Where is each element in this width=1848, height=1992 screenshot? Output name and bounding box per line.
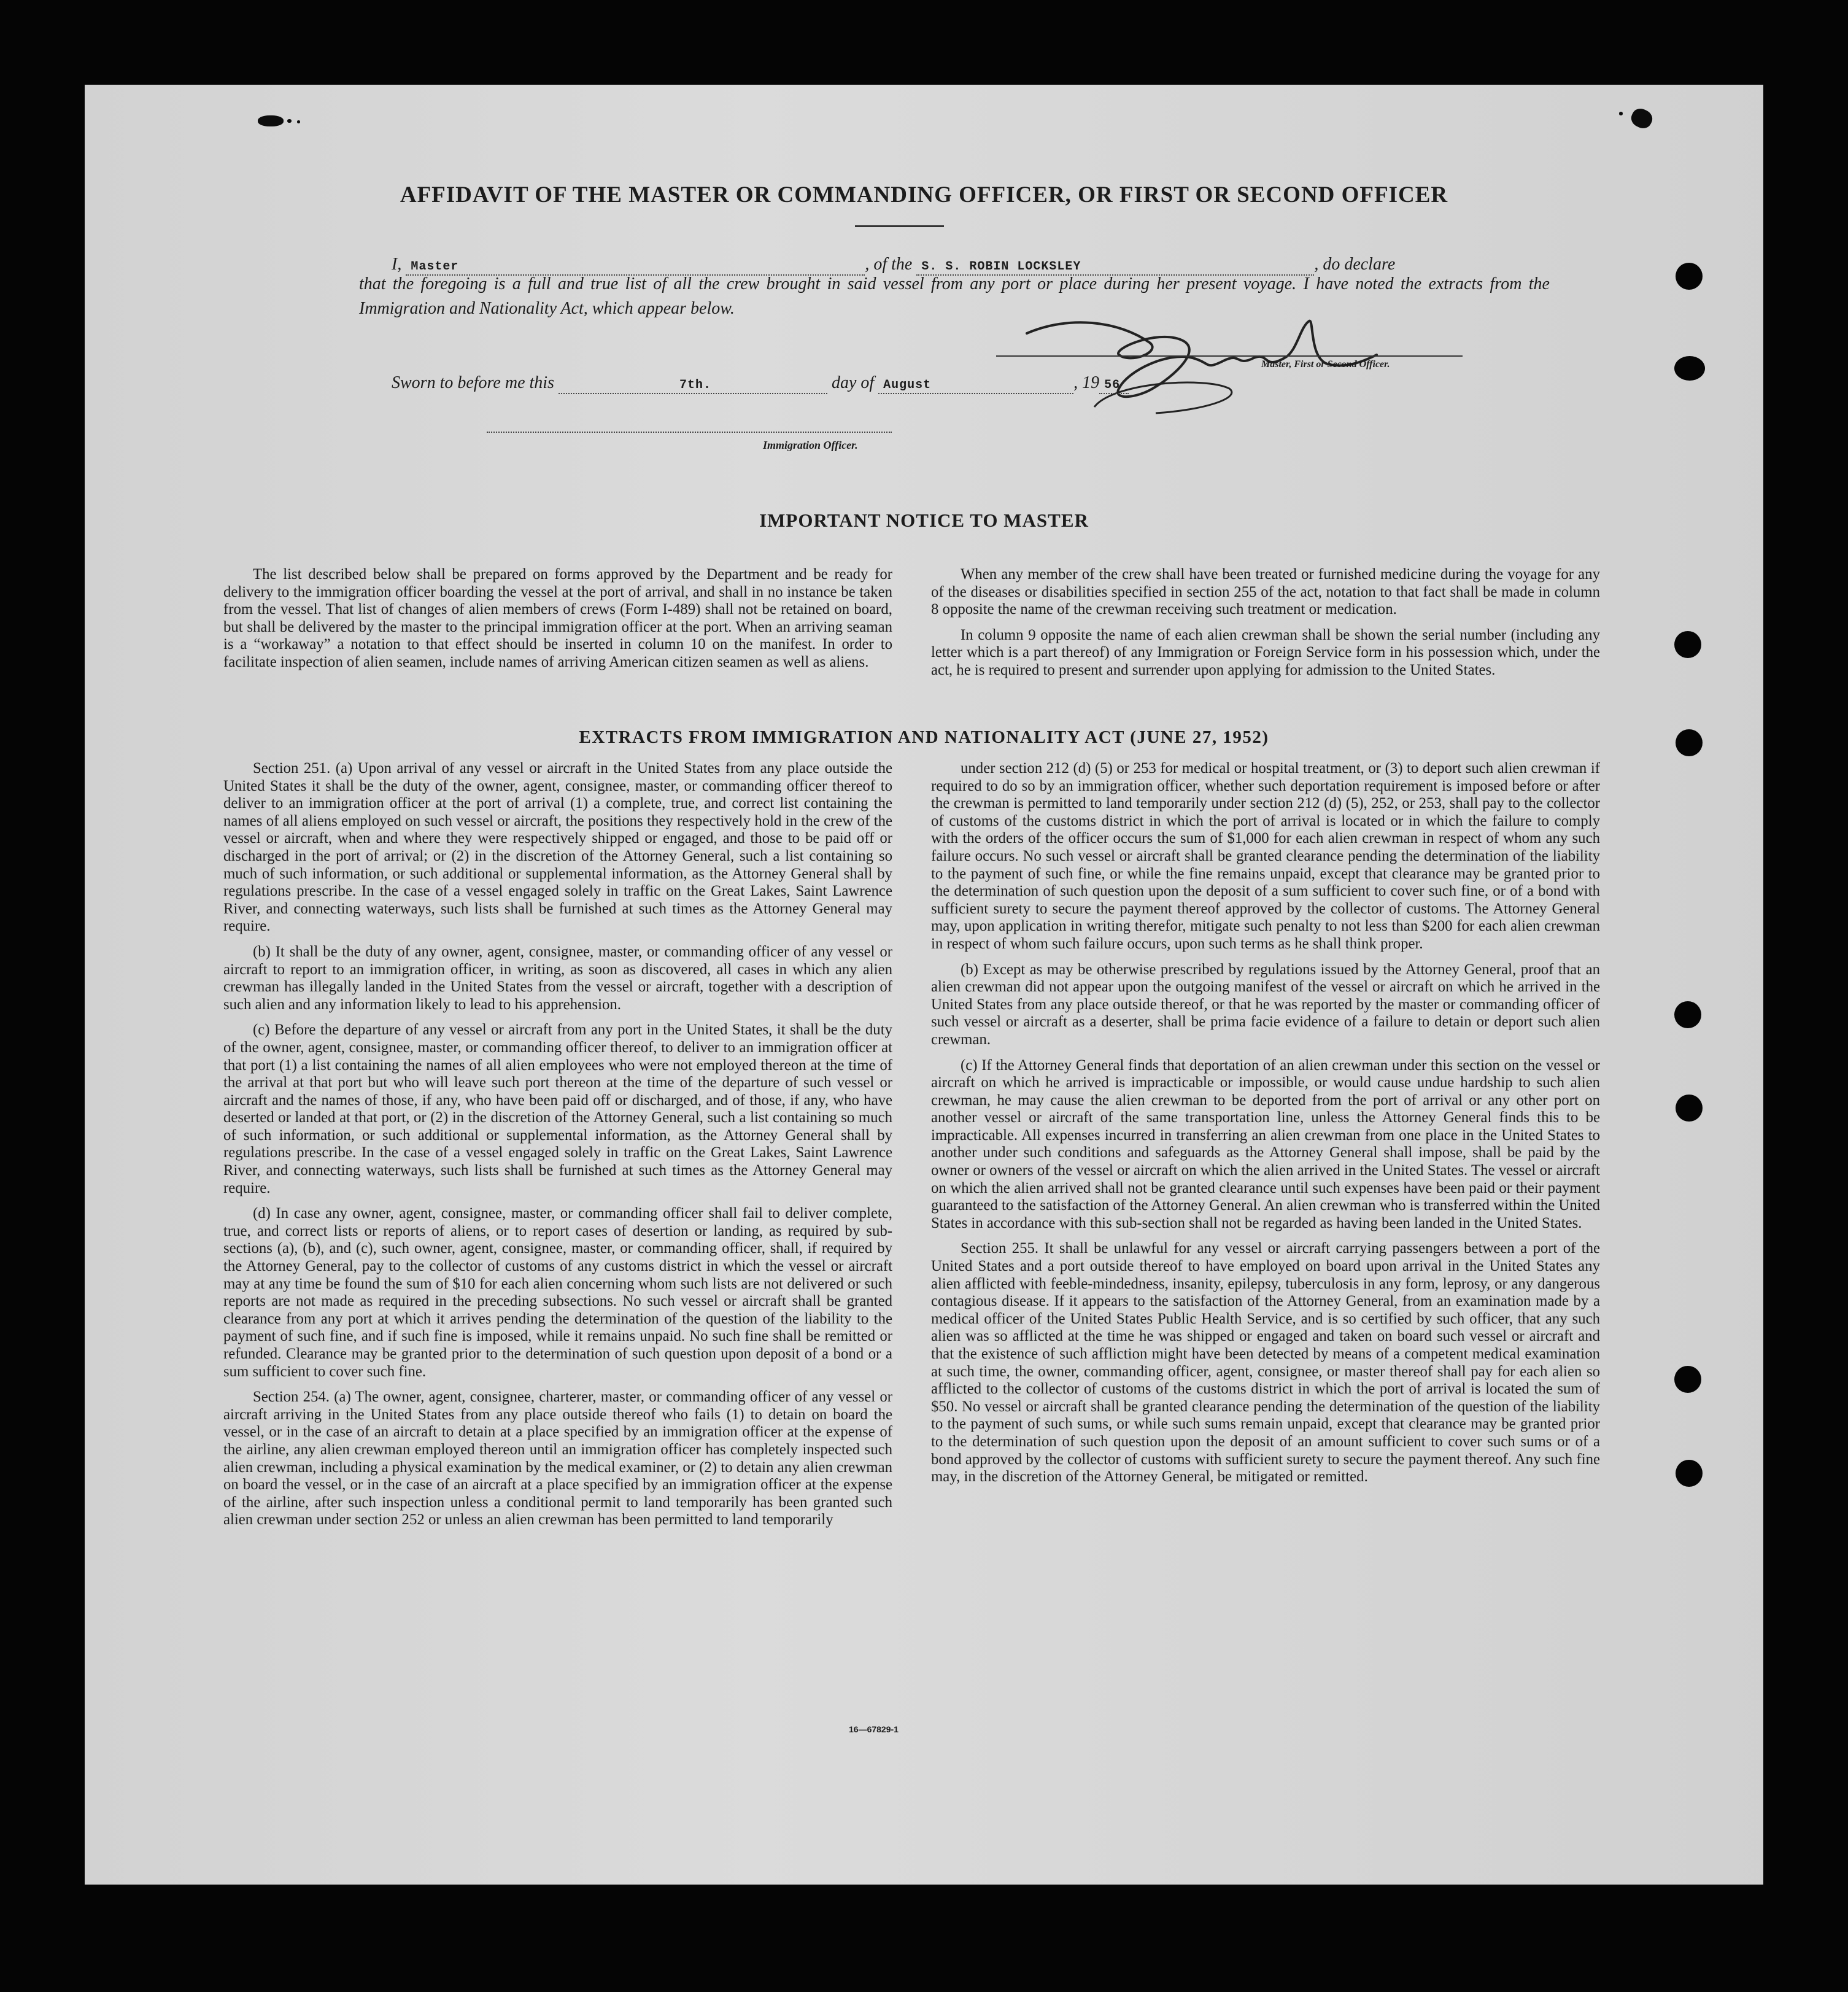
punch-hole xyxy=(1676,1460,1703,1487)
immigration-officer-caption: Immigration Officer. xyxy=(763,439,858,451)
extract-paragraph: (d) In case any owner, agent, consignee, master, or commanding officer shall fail to deliver complete, true, and correct lists or reports of aliens, or to report cases of desertion or landing, as required by sub-sections (a), (b), and (c), such owner, agent, consignee, master, or commanding officer, shall, if required by the Attorney General, pay to the collector of customs of any customs district in which the vessel or aircraft may at any time be found the sum of $10 for each alien concerning whom such lists are not delivered or such reports are not made as required in the preceding subsections. No such vessel or aircraft shall be granted clearance from any port at which it arrives pending the determination of the question of the liability to the payment of such fine, and if such fine is imposed, while it remains unpaid. No such fine shall be remitted or refunded. Clearance may be granted prior to the determination of such question upon deposit of a bond or a sum sufficient to cover such fine. xyxy=(223,1205,892,1380)
punch-hole xyxy=(1674,356,1705,381)
form-code: 16—67829-1 xyxy=(849,1724,899,1734)
notice-right-column xyxy=(931,566,1600,688)
day-field: 7th. xyxy=(559,378,827,394)
notice-title: IMPORTANT NOTICE TO MASTER xyxy=(759,510,1089,531)
notice-paragraph: The list described below shall be prepared on forms approved by the Department and be ready for delivery to the immigration officer boarding the vessel at the port of arrival, and shall in no instance be taken from the vessel. That list of changes of alien members of crews (Form I-489) shall not be retained on board, but shall be delivered by the master to the principal immigration officer at the port. When an arriving seaman is a “workaway” a notation to that effect should be inserted in column 10 on the manifest. In order to facilitate inspection of alien seamen, include names of arriving American citizen seamen as well as aliens. xyxy=(223,566,892,670)
notice-paragraph: When any member of the crew shall have been treated or furnished medicine during the voyage for any of the diseases or disabilities specified in section 255 of the act, notation to that fact shall be made in column 8 opposite the name of the crewman receiving such treatment or medication. xyxy=(931,566,1600,618)
punch-hole xyxy=(1676,1095,1703,1122)
title-divider xyxy=(855,225,944,227)
ink-speck xyxy=(1619,112,1623,115)
ink-speck xyxy=(297,120,300,123)
extract-paragraph: (b) It shall be the duty of any owner, agent, consignee, master, or commanding officer of any vessel or aircraft to report to an immigration officer, in writing, as soon as discovered, all cases in which any alien crewman has illegally landed in the United States from the vessel or aircraft, together with a description of such alien and any information likely to lead to his apprehension. xyxy=(223,943,892,1013)
day-of-label: day of xyxy=(831,373,875,392)
declaration-i: I, xyxy=(392,255,402,274)
punch-hole xyxy=(1674,631,1701,658)
punch-hole xyxy=(1674,1001,1701,1028)
month-field: August xyxy=(878,378,1073,394)
extracts-title: EXTRACTS FROM IMMIGRATION AND NATIONALITY ACT (JUNE 27, 1952) xyxy=(579,727,1269,747)
document-page xyxy=(85,85,1763,1885)
declaration-of-the: , of the xyxy=(865,255,913,274)
extract-paragraph: under section 212 (d) (5) or 253 for medical or hospital treatment, or (3) to deport such alien crewman if required to do so by an immigration officer, whether such deportation requirement is imposed before or after the crewman is permitted to land temporarily under section 212 (d) (5), 252, or 253, shall pay to the collector of customs of the customs district in which the port of arrival is located or in which the failure to comply with the orders of the officer occurs the sum of $1,000 for each alien crewman in respect of whom any such failure occurs. No such vessel or aircraft shall be granted clearance pending the determination of the liability to the payment of such fine, or while the fine remains unpaid, except that clearance may be granted prior to the determination of such question upon the deposit of a sum sufficient to cover such fine, or of a bond with sufficient surety to secure the payment thereof approved by the collector of customs. The Attorney General may, upon application in writing therefor, mitigate such penalty to not less than $200 for each alien crewman in respect of whom such failure occurs, upon such terms as he shall think proper. xyxy=(931,760,1600,952)
vessel-field: S. S. ROBIN LOCKSLEY xyxy=(916,260,1314,276)
extract-paragraph: Section 255. It shall be unlawful for any vessel or aircraft carrying passengers between a port of the United States and a port outside thereof to have employed on board upon arrival in the United States any alien afflicted with feeble-mindedness, insanity, epilepsy, tuberculosis in any form, leprosy, or any dangerous contagious disease. If it appears to the satisfaction of the Attorney General, from an examination made by a medical officer of the United States Public Health Service, and is so certified by such officer, that any such alien was so afflicted at the time he was shipped or engaged and taken on board such vessel or aircraft and that the existence of such affliction might have been detected by means of a competent medical examination at such time, the owner, commanding officer, agent, consignee, or master thereof shall pay for each alien so afflicted to the collector of customs of the customs district in which the port of arrival is located the sum of $50. No vessel or aircraft shall be granted clearance pending the determination of the question of the liability to the payment of such sums, or while such sums remain unpaid, except that clearance may be granted prior to the determination of such question upon the deposit of an amount sufficient to cover such sums or of a bond approved by the collector of customs with sufficient surety to secure the payment thereof. Any such fine may, in the discretion of the Attorney General, be mitigated or remitted. xyxy=(931,1240,1600,1486)
signature-line xyxy=(996,355,1463,357)
extract-paragraph: (c) If the Attorney General finds that deportation of an alien crewman under this section on the vessel or aircraft on which he arrived is impracticable or impossible, or would cause undue hardship to such alien crewman, he may cause the alien crewman to be deported from the port of arrival or any other port on another vessel or aircraft of the same transportation line, unless the Attorney General finds this to be impracticable. All expenses incurred in transferring an alien crewman from one place in the United States to another under such conditions and safeguards as the Attorney General shall impose, shall be paid by the owner or owners of the vessel or aircraft on which the alien arrived in the United States. The vessel or aircraft on which the alien arrived shall not be granted clearance until such expenses have been paid or their payment guaranteed to the satisfaction of the Attorney General. An alien crewman who is transferred within the United States in accordance with this sub-section shall not be regarded as having been landed in the United States. xyxy=(931,1056,1600,1231)
ink-speck xyxy=(1628,106,1655,131)
extracts-right-column xyxy=(931,760,1600,1494)
ink-speck xyxy=(287,119,292,123)
affidavit-title: AFFIDAVIT OF THE MASTER OR COMMANDING OFFICER, OR FIRST OR SECOND OFFICER xyxy=(400,182,1448,207)
master-signature xyxy=(1021,296,1401,419)
ink-speck xyxy=(258,115,284,126)
extract-paragraph: Section 251. (a) Upon arrival of any vessel or aircraft in the United States from any place outside the United States it shall be the duty of the owner, agent, consignee, master, or commanding officer thereof to deliver to an immigration officer at the port of arrival (1) a complete, true, and correct list containing the names of all aliens employed on such vessel or aircraft, the positions they respectively hold in the crew of the vessel or aircraft, when and where they were respectively shipped or engaged, and those to be paid off or discharged in the port of arrival; or (2) in the discretion of the Attorney General, such a list containing so much of such information, or such additional or supplemental information, as the Attorney General shall by regulations prescribe. In the case of a vessel engaged solely in traffic on the Great Lakes, Saint Lawrence River, and connecting waterways, such lists shall be furnished at such times as the Attorney General may require. xyxy=(223,760,892,935)
extract-paragraph: Section 254. (a) The owner, agent, consignee, charterer, master, or commanding officer of any vessel or aircraft arriving in the United States from any place outside thereof who fails (1) to detain on board the vessel, or in the case of an aircraft to detain at a place specified by an immigration officer at the expense of the airline, any alien crewman employed thereon until an immigration officer has completely inspected such alien crewman, including a physical examination by the medical examiner, or (2) to detain any alien crewman on board the vessel, or in the case of an aircraft at a place specified by an immigration officer at the expense of the airline, after such inspection unless a conditional permit to land temporarily has been granted such alien crewman under section 252 or unless an alien crewman has been permitted to land temporarily xyxy=(223,1389,892,1529)
extracts-left-column xyxy=(223,760,892,1537)
notice-paragraph: In column 9 opposite the name of each alien crewman shall be shown the serial number (including any letter which is a part thereof) of any Immigration or Foreign Service form in his possession which, under the act, he is required to present and surrender upon applying for admission to the United States. xyxy=(931,626,1600,678)
punch-hole xyxy=(1676,263,1703,290)
declaration-do-declare: , do declare xyxy=(1314,255,1396,274)
notice-left-column xyxy=(223,566,892,680)
signer-caption: Master, First or Second Officer. xyxy=(1261,359,1390,370)
extract-paragraph: (b) Except as may be otherwise prescribed by regulations issued by the Attorney General, proof that an alien crewman did not appear upon the outgoing manifest of the vessel or aircraft on which he arrived in the United States from any place outside thereof, or that he was reported by the master or commanding officer of such vessel or aircraft as a deserter, shall be prima facie evidence of a failure to detain or deport such alien crewman. xyxy=(931,961,1600,1048)
role-field: Master xyxy=(406,260,865,276)
year-prefix: , 19 xyxy=(1073,373,1100,392)
immigration-officer-line xyxy=(487,432,892,433)
sworn-line xyxy=(392,370,1129,396)
sworn-prefix: Sworn to before me this xyxy=(392,373,554,392)
punch-hole xyxy=(1674,1366,1701,1393)
declaration-body: that the foregoing is a full and true list of all the crew brought in said vessel from any port or place during her present voyage. I have noted the extracts from the Immigration and Nationality Act, which appear below. xyxy=(359,274,1550,318)
year-field: 56 xyxy=(1099,378,1129,394)
extract-paragraph: (c) Before the departure of any vessel or aircraft from any port in the United States, it shall be the duty of the owner, agent, consignee, master, or commanding officer thereof, to deliver to an immigration officer at that port (1) a list containing the names of all alien employees who were not employed thereon at the time of the arrival at that port but who will leave such port thereon at the time of the departure of such vessel or aircraft and the names of those, if any, who have been paid off or discharged, and of those, if any, who have deserted or landed at that port, or (2) in the discretion of the Attorney General, such a list containing so much of such information, or such additional or supplemental information, as the Attorney General shall by regulations prescribe. In the case of a vessel engaged solely in traffic on the Great Lakes, Saint Lawrence River, and connecting waterways, such lists shall be furnished at such times as the Attorney General may require. xyxy=(223,1021,892,1196)
